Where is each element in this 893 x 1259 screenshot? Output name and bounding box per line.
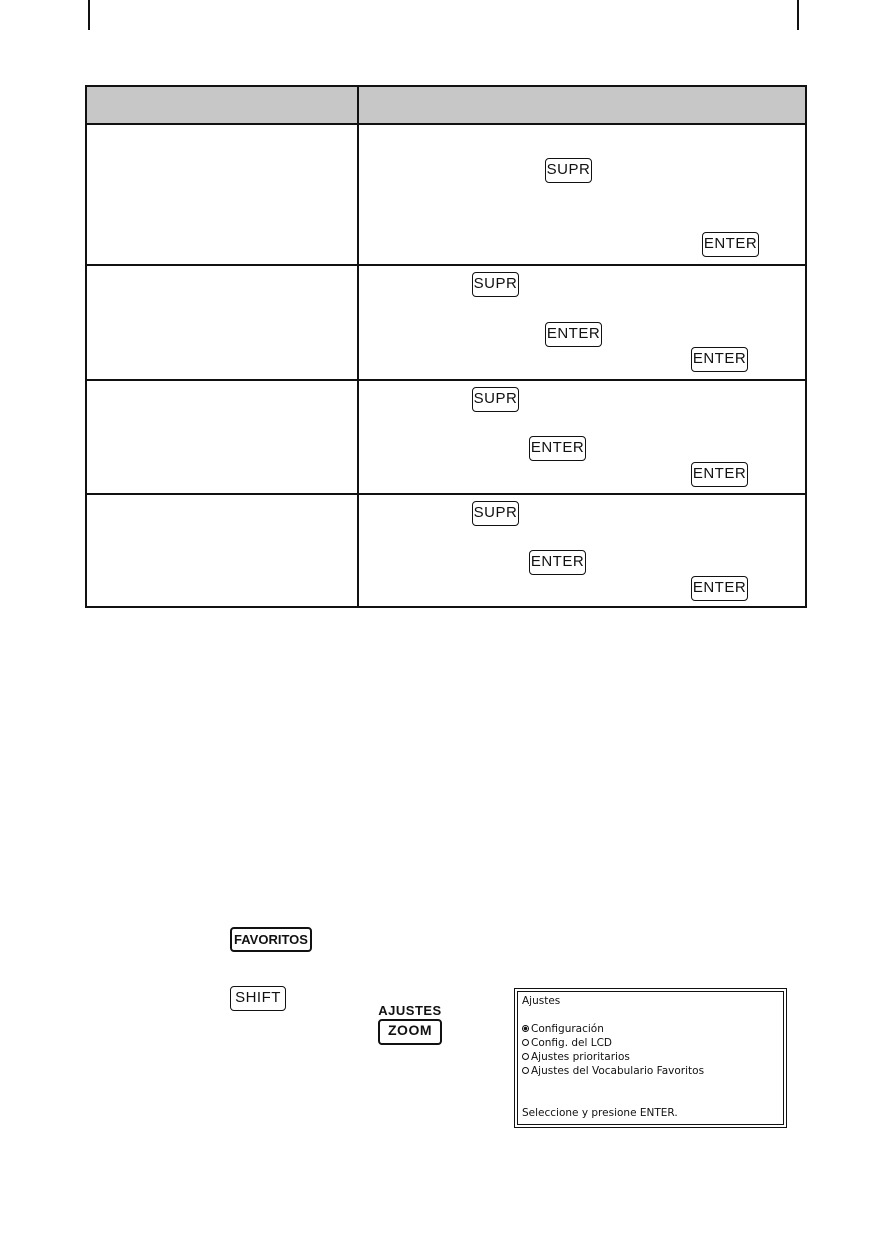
screen-option xyxy=(522,1065,704,1077)
supr-key: SUPR xyxy=(472,387,519,412)
radio-selected-icon xyxy=(522,1025,529,1032)
screen-option-label: Configuración xyxy=(531,1023,604,1035)
enter-key: ENTER xyxy=(702,232,759,257)
radio-empty-icon xyxy=(522,1067,529,1074)
zoom-ajustes-key xyxy=(378,1003,442,1045)
screen-option xyxy=(522,1051,630,1063)
margin-vertical-line xyxy=(88,0,90,30)
screen-footer: Seleccione y presione ENTER. xyxy=(522,1107,678,1119)
enter-key: ENTER xyxy=(529,436,586,461)
enter-key: ENTER xyxy=(691,576,748,601)
favoritos-key: FAVORITOS xyxy=(230,927,312,952)
enter-key: ENTER xyxy=(545,322,602,347)
row-divider xyxy=(87,379,805,381)
shift-key: SHIFT xyxy=(230,986,286,1011)
supr-key: SUPR xyxy=(472,501,519,526)
enter-key: ENTER xyxy=(691,347,748,372)
supr-key: SUPR xyxy=(472,272,519,297)
screen-option-label: Config. del LCD xyxy=(531,1037,613,1049)
radio-empty-icon xyxy=(522,1039,529,1046)
device-screen xyxy=(514,988,787,1128)
enter-key: ENTER xyxy=(529,550,586,575)
radio-empty-icon xyxy=(522,1053,529,1060)
screen-title: Ajustes xyxy=(522,995,561,1007)
table-header xyxy=(87,87,805,125)
row-divider xyxy=(87,264,805,266)
zoom-key: ZOOM xyxy=(378,1019,442,1045)
screen-option-label: Ajustes del Vocabulario Favoritos xyxy=(531,1065,705,1077)
screen-option xyxy=(522,1037,612,1049)
screen-option xyxy=(522,1023,604,1035)
column-divider xyxy=(357,87,359,606)
device-screen-inner xyxy=(517,991,784,1125)
ajustes-key-label: AJUSTES xyxy=(378,1003,442,1018)
enter-key: ENTER xyxy=(691,462,748,487)
screen-option-label: Ajustes prioritarios xyxy=(531,1051,630,1063)
margin-vertical-line xyxy=(797,0,799,30)
row-divider xyxy=(87,493,805,495)
supr-key: SUPR xyxy=(545,158,592,183)
